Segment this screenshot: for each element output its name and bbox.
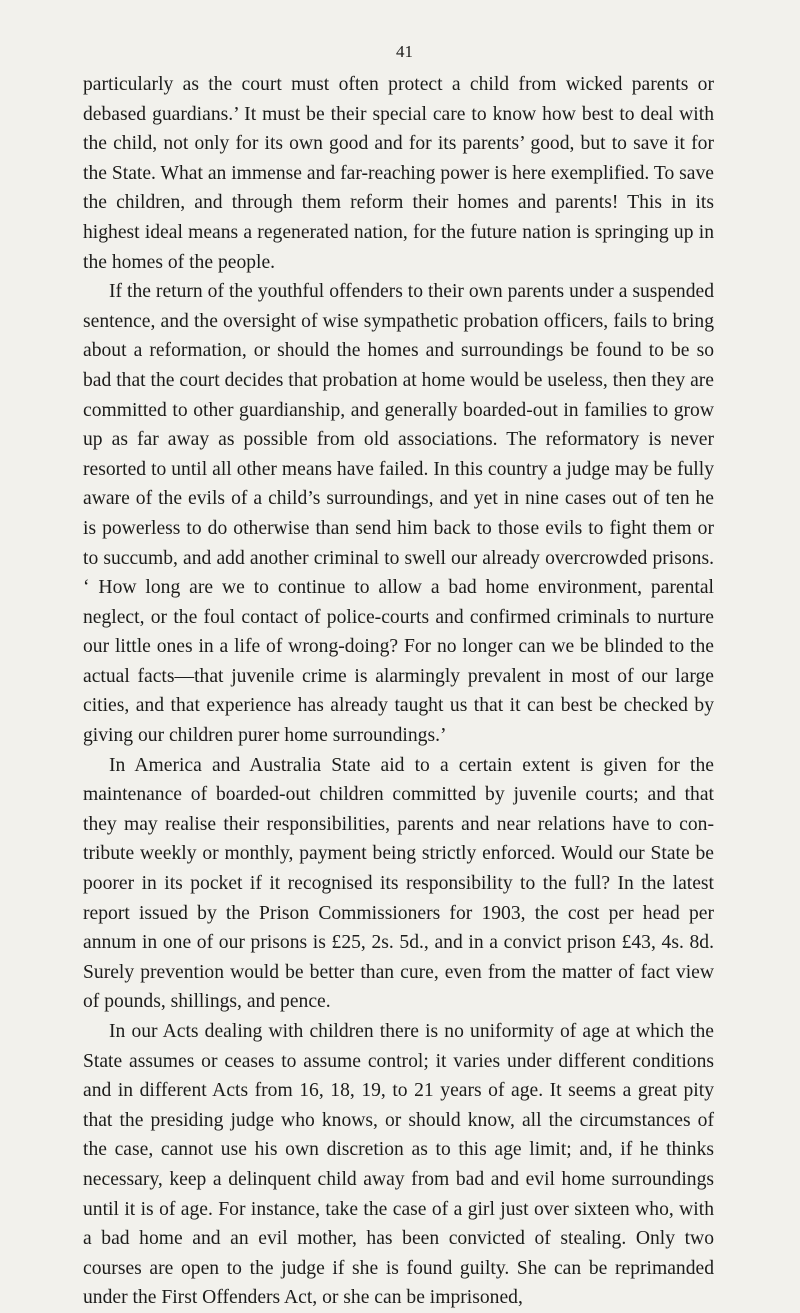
page-number: 41	[396, 42, 413, 61]
paragraph-2: If the return of the youthful offenders to their own parents under a suspended sentence, and the oversight of wise sympathetic probation officers, fails to bring about a reformation, or should the homes and surroundings be found to be so bad that the court decides that probation at home would be useless, then they are committed to other guardianship, and generally boarded-out in families to grow up as far away as possible from old associations. The reformatory is never resorted to until all other means have failed. In this country a judge may be fully aware of the evils of a child’s surroundings, and yet in nine cases out of ten he is powerless to do otherwise than send him back to those evils to fight them or to succumb, and add another criminal to swell our already overcrowded prisons. ‘ How long are we to continue to allow a bad home environment, parental neglect, or the foul contact of police-courts and confirmed criminals to nurture our little ones in a life of wrong-doing? For no longer can we be blinded to the actual facts—that juvenile crime is alarmingly prevalent in most of our large cities, and that experience has already taught us that it can best be checked by giving our children purer home surroundings.’	[83, 281, 714, 747]
paragraph-3: In America and Australia State aid to a certain extent is given for the maintenance of boarded-out children committed by juvenile courts; and that they may realise their responsibilities, parents and near relations have to contribute weekly or monthly, payment being strictly enforced. Would our State be poorer in its pocket if it recognised its responsibility to the full? In the latest report issued by the Prison Commissioners for 1903, the cost per head per annum in one of our prisons is £25, 2s. 5d., and in a convict prison £43, 4s. 8d. Surely prevention would be better than cure, even from the matter of fact view of pounds, shillings, and pence.	[83, 754, 714, 1013]
paragraph-4: In our Acts dealing with children there is no uniformity of age at which the State assumes or ceases to assume control; it varies under different conditions and in different Acts from 16, 18, 19, to 21 years of age. It seems a great pity that the presiding judge who knows, or should know, all the circumstances of the case, cannot use his own discretion as to this age limit; and, if he thinks necessary, keep a delinquent child away from bad and evil home surroundings until it is of age. For instance, take the case of a girl just over sixteen who, with a bad home and an evil mother, has been convicted of stealing. Only two courses are open to the judge if she is found guilty. She can be reprimanded under the First Offenders Act, or she can be imprisoned,	[83, 1021, 714, 1309]
paragraph-1: particularly as the court must often protect a child from wicked parents or debased guardians.’ It must be their special care to know how best to deal with the child, not only for its own good and for its parents’ good, but to save it for the State. What an immense and far-reaching power is here exemplified. To save the children, and through them reform their homes and parents! This in its highest ideal means a regenerated nation, for the future nation is springing up in the homes of the people.	[83, 74, 714, 273]
